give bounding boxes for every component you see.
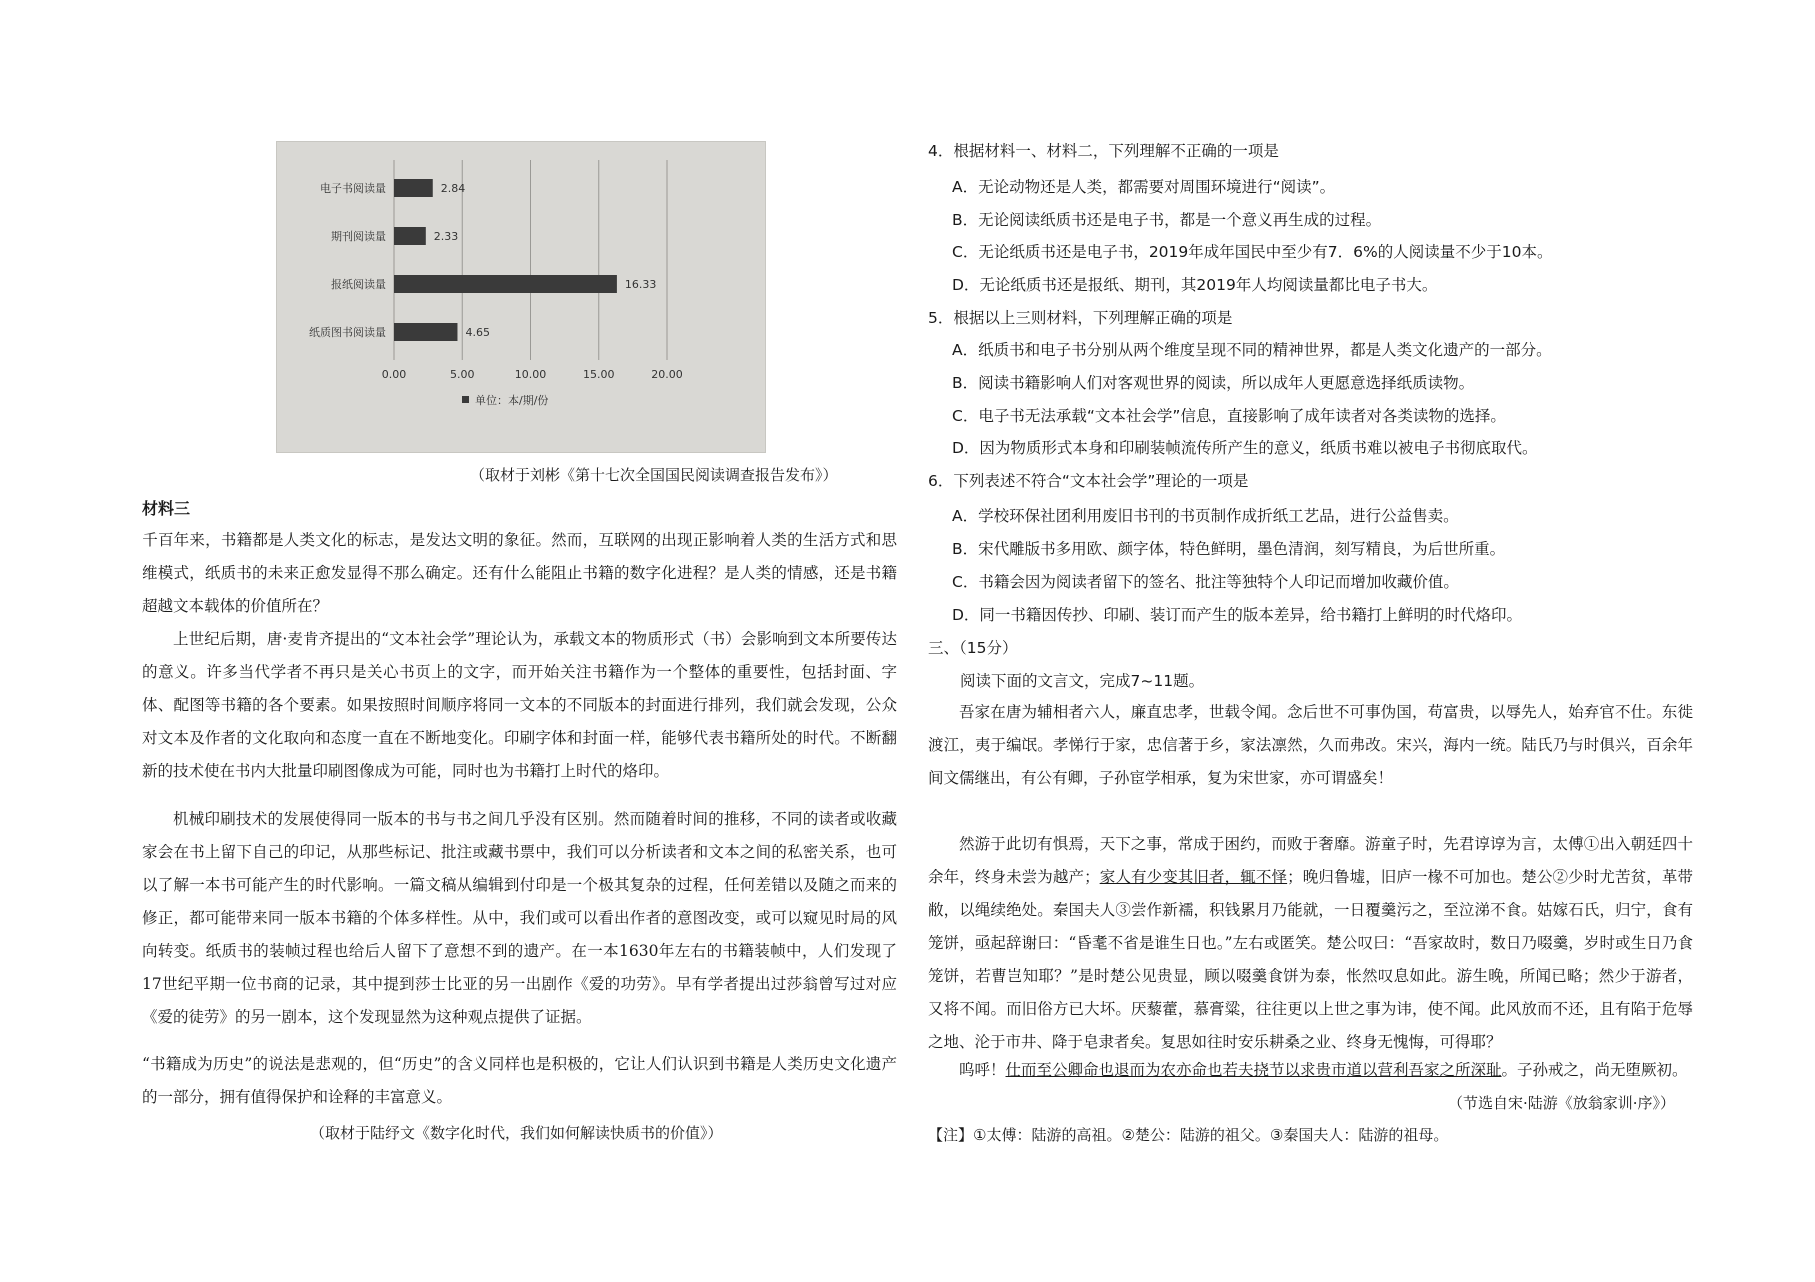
legend-label: 单位：本/期/份 — [475, 394, 549, 407]
q6-option-d: D．同一书籍因传抄、印刷、装订而产生的版本差异，给书籍打上鲜明的时代烙印。 — [952, 606, 1522, 624]
category-label: 电子书阅读量 — [320, 182, 386, 195]
classical-p3-b: 。子孙戒之，尚无堕厥初。 — [1501, 1061, 1688, 1079]
material3-heading: 材料三 — [142, 499, 191, 518]
q6-stem: 6．下列表述不符合“文本社会学”理论的一项是 — [928, 472, 1249, 490]
material3-p1-text: 千百年来，书籍都是人类文化的标志，是发达文明的象征。然而，互联网的出现正影响着人类的生活方式和思维模式，纸质书的未来正愈发显得不那么确定。还有什么能阻止书籍的数字化进程？是人类的情感，还是书籍超越文本载体的价值所在？ — [142, 531, 897, 615]
bar — [394, 323, 457, 341]
x-tick-label: 15.00 — [583, 368, 615, 381]
x-tick-label: 5.00 — [450, 368, 475, 381]
classical-p2-underlined: 家人有少变其旧者，辄不怿 — [1099, 868, 1288, 886]
q5-option-d: D．因为物质形式本身和印刷装帧流传所产生的意义，纸质书难以被电子书彻底取代。 — [952, 439, 1538, 457]
q5-option-a: A．纸质书和电子书分别从两个维度呈现不同的精神世界，都是人类文化遗产的一部分。 — [952, 341, 1552, 359]
material3-p2: 上世纪后期，唐·麦肯齐提出的“文本社会学”理论认为，承载文本的物质形式（书）会影响到文本所要传达的意义。许多当代学者不再只是关心书页上的文字，而开始关注书籍作为一个整体的重要性，包括封面、字体、配图等书籍的各个要素。如果按照时间顺序将同一文本的不同版本的封面进行排列，我们就会发现，公众对文本及作者的文化取向和态度一直在不断地变化。印刷字体和封面一样，能够代表书籍所处的时代。不断翻新的技术使在书内大批量印刷图像成为可能，同时也为书籍打上时代的烙印。 — [142, 630, 897, 780]
classical-p1: 吾家在唐为辅相者六人，廉直忠孝，世载令闻。念后世不可事伪国，苟富贵，以辱先人，始弃官不仕。东徙渡江，夷于编氓。孝悌行于家，忠信著于乡，家法凛然，久而弗改。宋兴，海内一统。陆氏乃与时俱兴，百余年间文儒继出，有公有卿，子孙宦学相承，复为宋世家，亦可谓盛矣！ — [928, 703, 1693, 787]
q4-stem: 4．根据材料一、材料二，下列理解不正确的一项是 — [928, 142, 1279, 160]
classical-p3 — [928, 1054, 1693, 1087]
q5-option-b: B．阅读书籍影响人们对客观世界的阅读，所以成年人更愿意选择纸质读物。 — [952, 374, 1475, 392]
bar — [394, 179, 433, 197]
classical-source: （节选自宋·陆游《放翁家训·序》） — [1448, 1094, 1676, 1112]
legend-swatch — [462, 396, 469, 403]
category-label: 纸质图书阅读量 — [309, 326, 386, 339]
category-label: 期刊阅读量 — [331, 230, 386, 243]
value-label: 2.33 — [433, 230, 459, 243]
q4-option-c: C．无论纸质书还是电子书，2019年成年国民中至少有7．6%的人阅读量不少于10本。 — [952, 243, 1553, 261]
q5-option-c: C．电子书无法承载“文本社会学”信息，直接影响了成年读者对各类读物的选择。 — [952, 407, 1506, 425]
classical-note: 【注】①太傅：陆游的高祖。②楚公：陆游的祖父。③秦国夫人：陆游的祖母。 — [928, 1126, 1449, 1144]
classical-p3-underlined: 仕而至公卿命也退而为农亦命也若夫挠节以求贵市道以营利吾家之所深耻 — [1005, 1061, 1502, 1079]
value-label: 16.33 — [624, 278, 657, 291]
category-label: 报纸阅读量 — [331, 278, 386, 291]
q6-option-a: A．学校环保社团利用废旧书刊的书页制作成折纸工艺品，进行公益售卖。 — [952, 507, 1459, 525]
value-label: 4.65 — [465, 326, 490, 339]
q4-option-b: B．无论阅读纸质书还是电子书，都是一个意义再生成的过程。 — [952, 211, 1382, 229]
q5-stem: 5．根据以上三则材料，下列理解正确的项是 — [928, 309, 1233, 327]
bar-chart-svg — [277, 142, 765, 452]
chart-source: （取材于刘彬《第十七次全国国民阅读调查报告发布》） — [470, 466, 838, 484]
x-tick-label: 0.00 — [381, 368, 407, 381]
q4-option-a: A．无论动物还是人类，都需要对周围环境进行“阅读”。 — [952, 178, 1336, 196]
value-label: 2.84 — [440, 182, 466, 195]
section3-intro: 阅读下面的文言文，完成7~11题。 — [960, 672, 1205, 690]
classical-p2 — [928, 828, 1693, 1059]
material3-p3: 机械印刷技术的发展使得同一版本的书与书之间几乎没有区别。然而随着时间的推移，不同的读者或收藏家会在书上留下自己的印记，从那些标记、批注或藏书票中，我们可以分析读者和文本之间的私密关系，也可以了解一本书可能产生的时代影响。一篇文稿从编辑到付印是一个极其复杂的过程，任何差错以及随之而来的修正，都可能带来同一版本书籍的个体多样性。从中，我们或可以看出作者的意图改变，或可以窥见时局的风向转变。纸质书的装帧过程也给后人留下了意想不到的遗产。在一本1630年左右的书籍装帧中，人们发现了17世纪平期一位书商的记录，其中提到莎士比亚的另一出剧作《爱的功劳》。早有学者提出过莎翁曾写过对应《爱的徒劳》的另一剧本，这个发现显然为这种观点提供了证据。 — [142, 810, 897, 1026]
reading-volume-chart — [276, 141, 766, 453]
x-tick-label: 10.00 — [514, 368, 547, 381]
material3-p4: “书籍成为历史”的说法是悲观的，但“历史”的含义同样也是积极的，它让人们认识到书籍是人类历史文化遗产的一部分，拥有值得保护和诠释的丰富意义。 — [142, 1055, 897, 1106]
bar — [394, 275, 617, 293]
bar — [394, 227, 426, 245]
material3-p1 — [142, 524, 897, 623]
x-tick-label: 20.00 — [651, 368, 683, 381]
classical-p2-a: 然游于此切有惧焉，天下之事，常成于困约，而败于奢靡。游童子时，先君谆谆为言，太傅①出入朝廷四十余年，终身未尝为越产； — [928, 835, 1693, 886]
material3-source: （取材于陆纾文《数字化时代，我们如何解读快质书的价值》） — [310, 1124, 723, 1142]
classical-p3-a: 呜呼！ — [959, 1061, 1006, 1079]
section3-title: 三、（15分） — [928, 639, 1018, 657]
classical-p2-b: ；晚归鲁墟，旧庐一椽不可加也。楚公②少时尤苦贫，革带敝，以绳续绝处。秦国夫人③尝作新襦，积钱累月乃能就，一日覆羹污之，至泣涕不食。姑嫁石氏，归宁，食有笼饼，亟起辞谢曰：“昏耄不省是谁生日也。”左右或匿笑。楚公叹曰：“吾家故时，数日乃啜羹，岁时或生日乃食笼饼，若曹岂知耶？”是时楚公见贵显，顾以啜羹食饼为泰，怅然叹息如此。游生晚，所闻已略；然少于游者，又将不闻。而旧俗方已大坏。厌藜藿，慕膏粱，往往更以上世之事为讳，使不闻。此风放而不还，且有陷于危辱之地、沦于市井、降于皂隶者矣。复思如往时安乐耕桑之业、终身无愧悔，可得耶？ — [928, 868, 1693, 1051]
q4-option-d: D．无论纸质书还是报纸、期刊，其2019年人均阅读量都比电子书大。 — [952, 276, 1438, 294]
q6-option-c: C．书籍会因为阅读者留下的签名、批注等独特个人印记而增加收藏价值。 — [952, 573, 1459, 591]
q6-option-b: B．宋代雕版书多用欧、颜字体，特色鲜明，墨色清润，刻写精良，为后世所重。 — [952, 540, 1506, 558]
